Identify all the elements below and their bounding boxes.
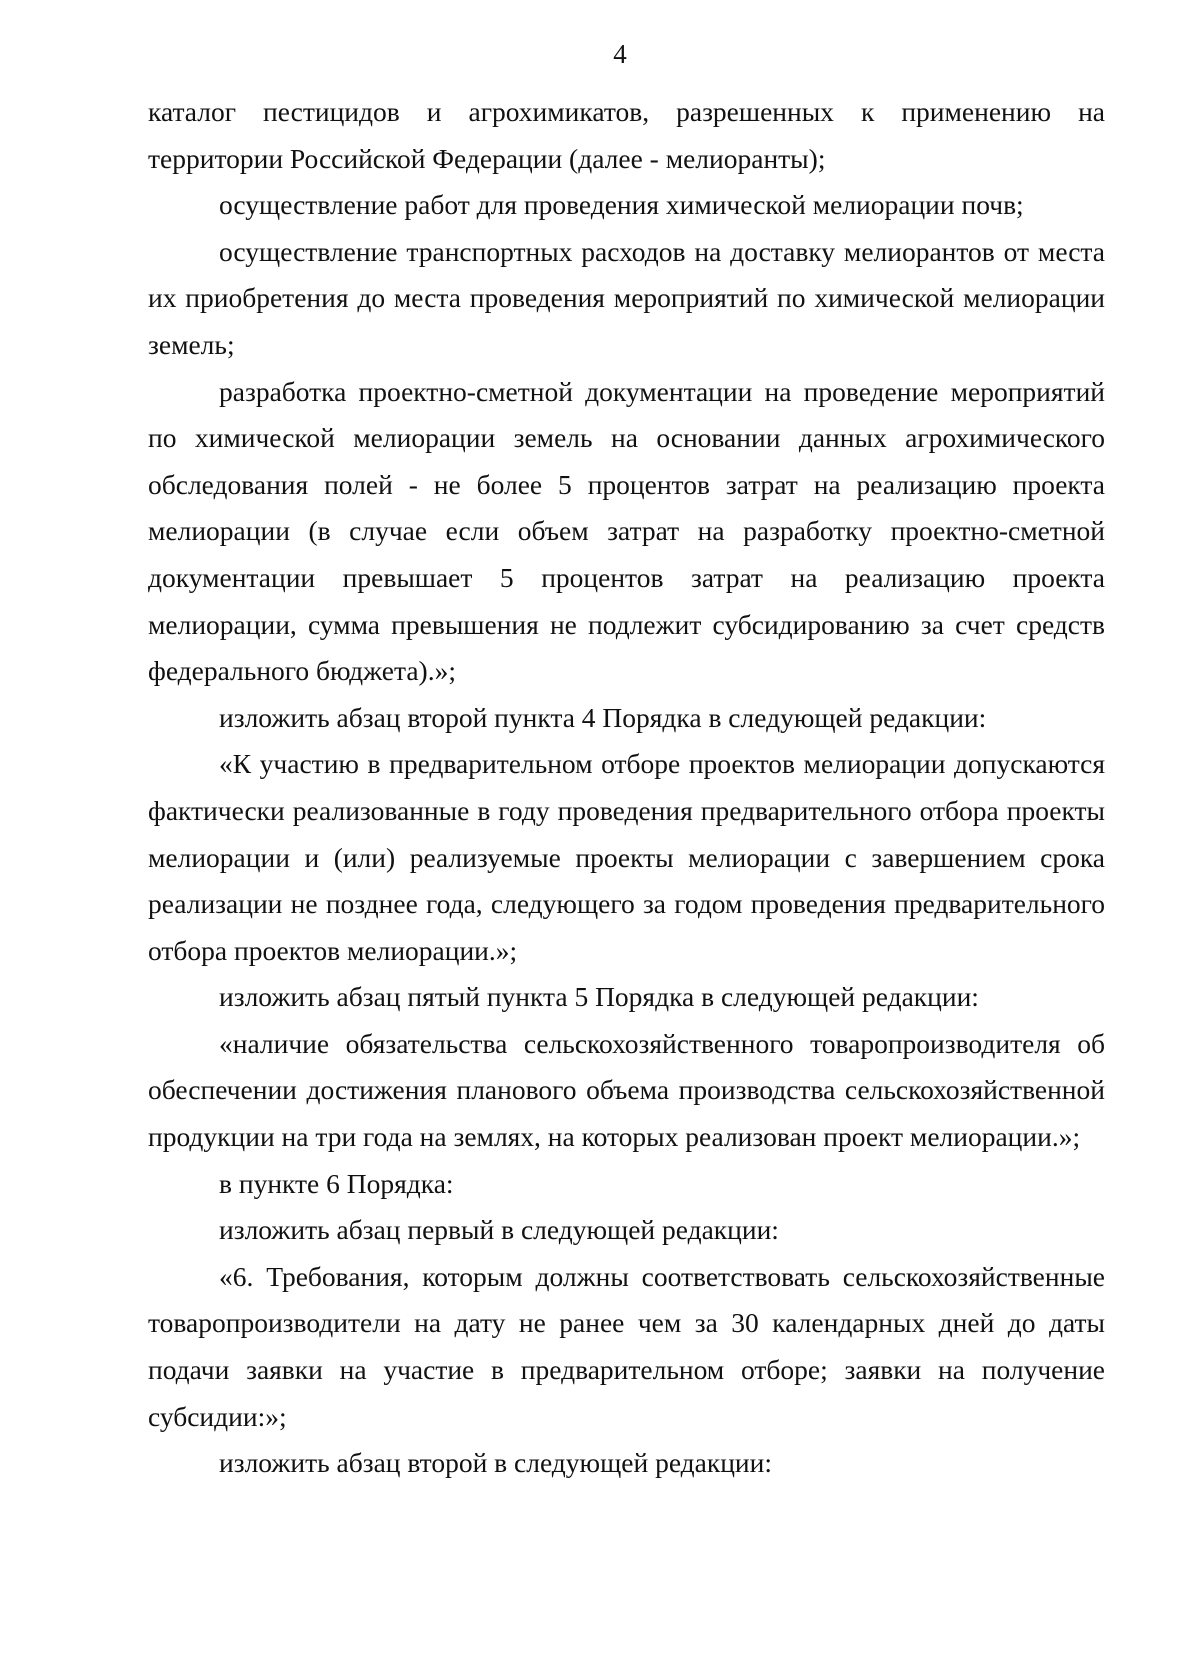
paragraph-amend-clause-4: изложить абзац второй пункта 4 Порядка в следующей редакции:: [219, 701, 987, 733]
paragraph-requirements: «6. Требования, которым должны соответствовать сельскохозяйственные товаропроизводители на дату не ранее чем за 30 календарных дней до даты подачи заявки на участие в предварительном отборе; заявки на получение субсидии:»;: [148, 1260, 1105, 1432]
paragraph-amend-first-subclause: изложить абзац первый в следующей редакции:: [219, 1214, 779, 1246]
paragraph-transport-expenses: осуществление транспортных расходов на доставку мелиорантов от места их приобретения до места проведения мероприятий по химической мелиорации земель;: [148, 235, 1105, 360]
paragraph-amend-clause-5: изложить абзац пятый пункта 5 Порядка в следующей редакции:: [219, 981, 979, 1013]
document-body: [148, 89, 1105, 1487]
paragraph-design-documentation: разработка проектно-сметной документации на проведение мероприятий по химической мелиорации земель на основании данных агрохимического обследования полей - не более 5 процентов затрат на реализацию проекта мелиорации (в случае если объем затрат на разработку проектно-сметной документации превышает 5 процентов затрат на реализацию проекта мелиорации, сумма превышения не подлежит субсидированию за счет средств федерального бюджета).»;: [148, 375, 1105, 687]
paragraph-preselection-participation: «К участию в предварительном отборе проектов мелиорации допускаются фактически реализованные в году проведения предварительного отбора проекты мелиорации и (или) реализуемые проекты мелиорации с завершением срока реализации не позднее года, следующего за годом проведения предварительного отбора проектов мелиорации.»;: [148, 748, 1105, 966]
paragraph-amend-second-subclause: изложить абзац второй в следующей редакции:: [219, 1447, 773, 1479]
paragraph-pesticides-catalog: каталог пестицидов и агрохимикатов, разрешенных к применению на территории Российской Федерации (далее - мелиоранты);: [148, 96, 1105, 174]
page-number: 4: [613, 39, 627, 69]
paragraph-chemical-melioration-works: осуществление работ для проведения химической мелиорации почв;: [219, 189, 1024, 221]
paragraph-clause-6-heading: в пункте 6 Порядка:: [219, 1167, 454, 1199]
paragraph-producer-obligation: «наличие обязательства сельскохозяйственного товаропроизводителя об обеспечении достижения планового объема производства сельскохозяйственной продукции на три года на землях, на которых реализован проект мелиорации.»;: [148, 1027, 1105, 1153]
